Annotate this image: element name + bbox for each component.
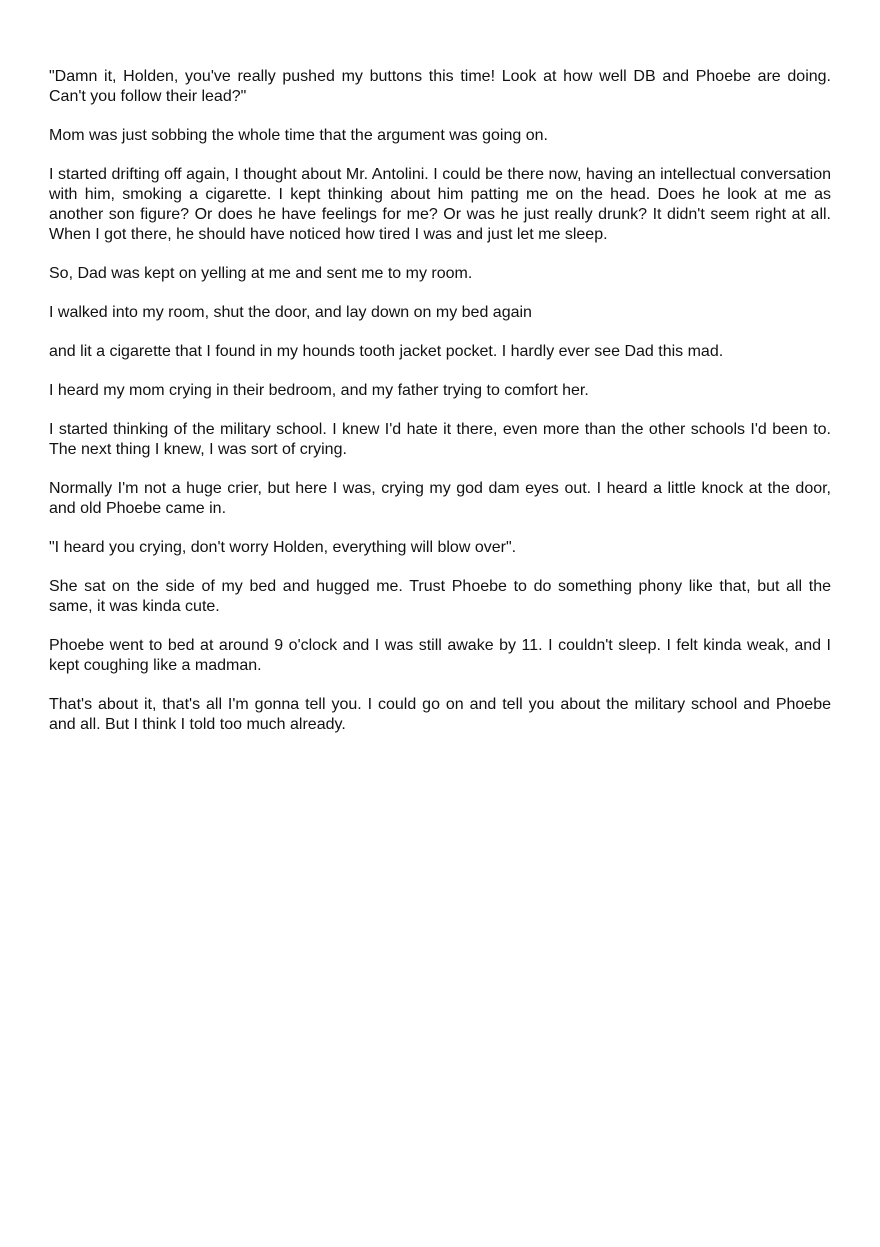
paragraph: Phoebe went to bed at around 9 o'clock and I was still awake by 11. I couldn't sleep. I felt kinda weak, and I kept coughing like a madman. [49, 637, 831, 674]
paragraph: So, Dad was kept on yelling at me and sent me to my room. [49, 265, 473, 282]
paragraph: I started thinking of the military school. I knew I'd hate it there, even more than the other schools I'd been to. The next thing I knew, I was sort of crying. [49, 421, 831, 458]
paragraph: Normally I'm not a huge crier, but here I was, crying my god dam eyes out. I heard a little knock at the door, and old Phoebe came in. [49, 480, 831, 517]
paragraph: and lit a cigarette that I found in my hounds tooth jacket pocket. I hardly ever see Dad this mad. [49, 343, 724, 360]
paragraph: Mom was just sobbing the whole time that the argument was going on. [49, 127, 548, 144]
paragraph: That's about it, that's all I'm gonna tell you. I could go on and tell you about the military school and Phoebe and all. But I think I told too much already. [49, 696, 831, 733]
paragraph: She sat on the side of my bed and hugged me. Trust Phoebe to do something phony like that, but all the same, it was kinda cute. [49, 578, 831, 615]
paragraph: I heard my mom crying in their bedroom, and my father trying to comfort her. [49, 382, 589, 399]
paragraph: I walked into my room, shut the door, and lay down on my bed again [49, 304, 532, 321]
paragraph: "I heard you crying, don't worry Holden, everything will blow over". [49, 539, 517, 556]
paragraph: "Damn it, Holden, you've really pushed my buttons this time! Look at how well DB and Phoebe are doing. Can't you follow their lead?" [49, 68, 831, 105]
paragraph: I started drifting off again, I thought about Mr. Antolini. I could be there now, having an intellectual conversation with him, smoking a cigarette. I kept thinking about him patting me on the head. Does he look at me as another son figure? Or does he have feelings for me? Or was he just really drunk? It didn't seem right at all. When I got there, he should have noticed how tired I was and just let me sleep. [49, 166, 831, 243]
document-body [49, 67, 831, 754]
